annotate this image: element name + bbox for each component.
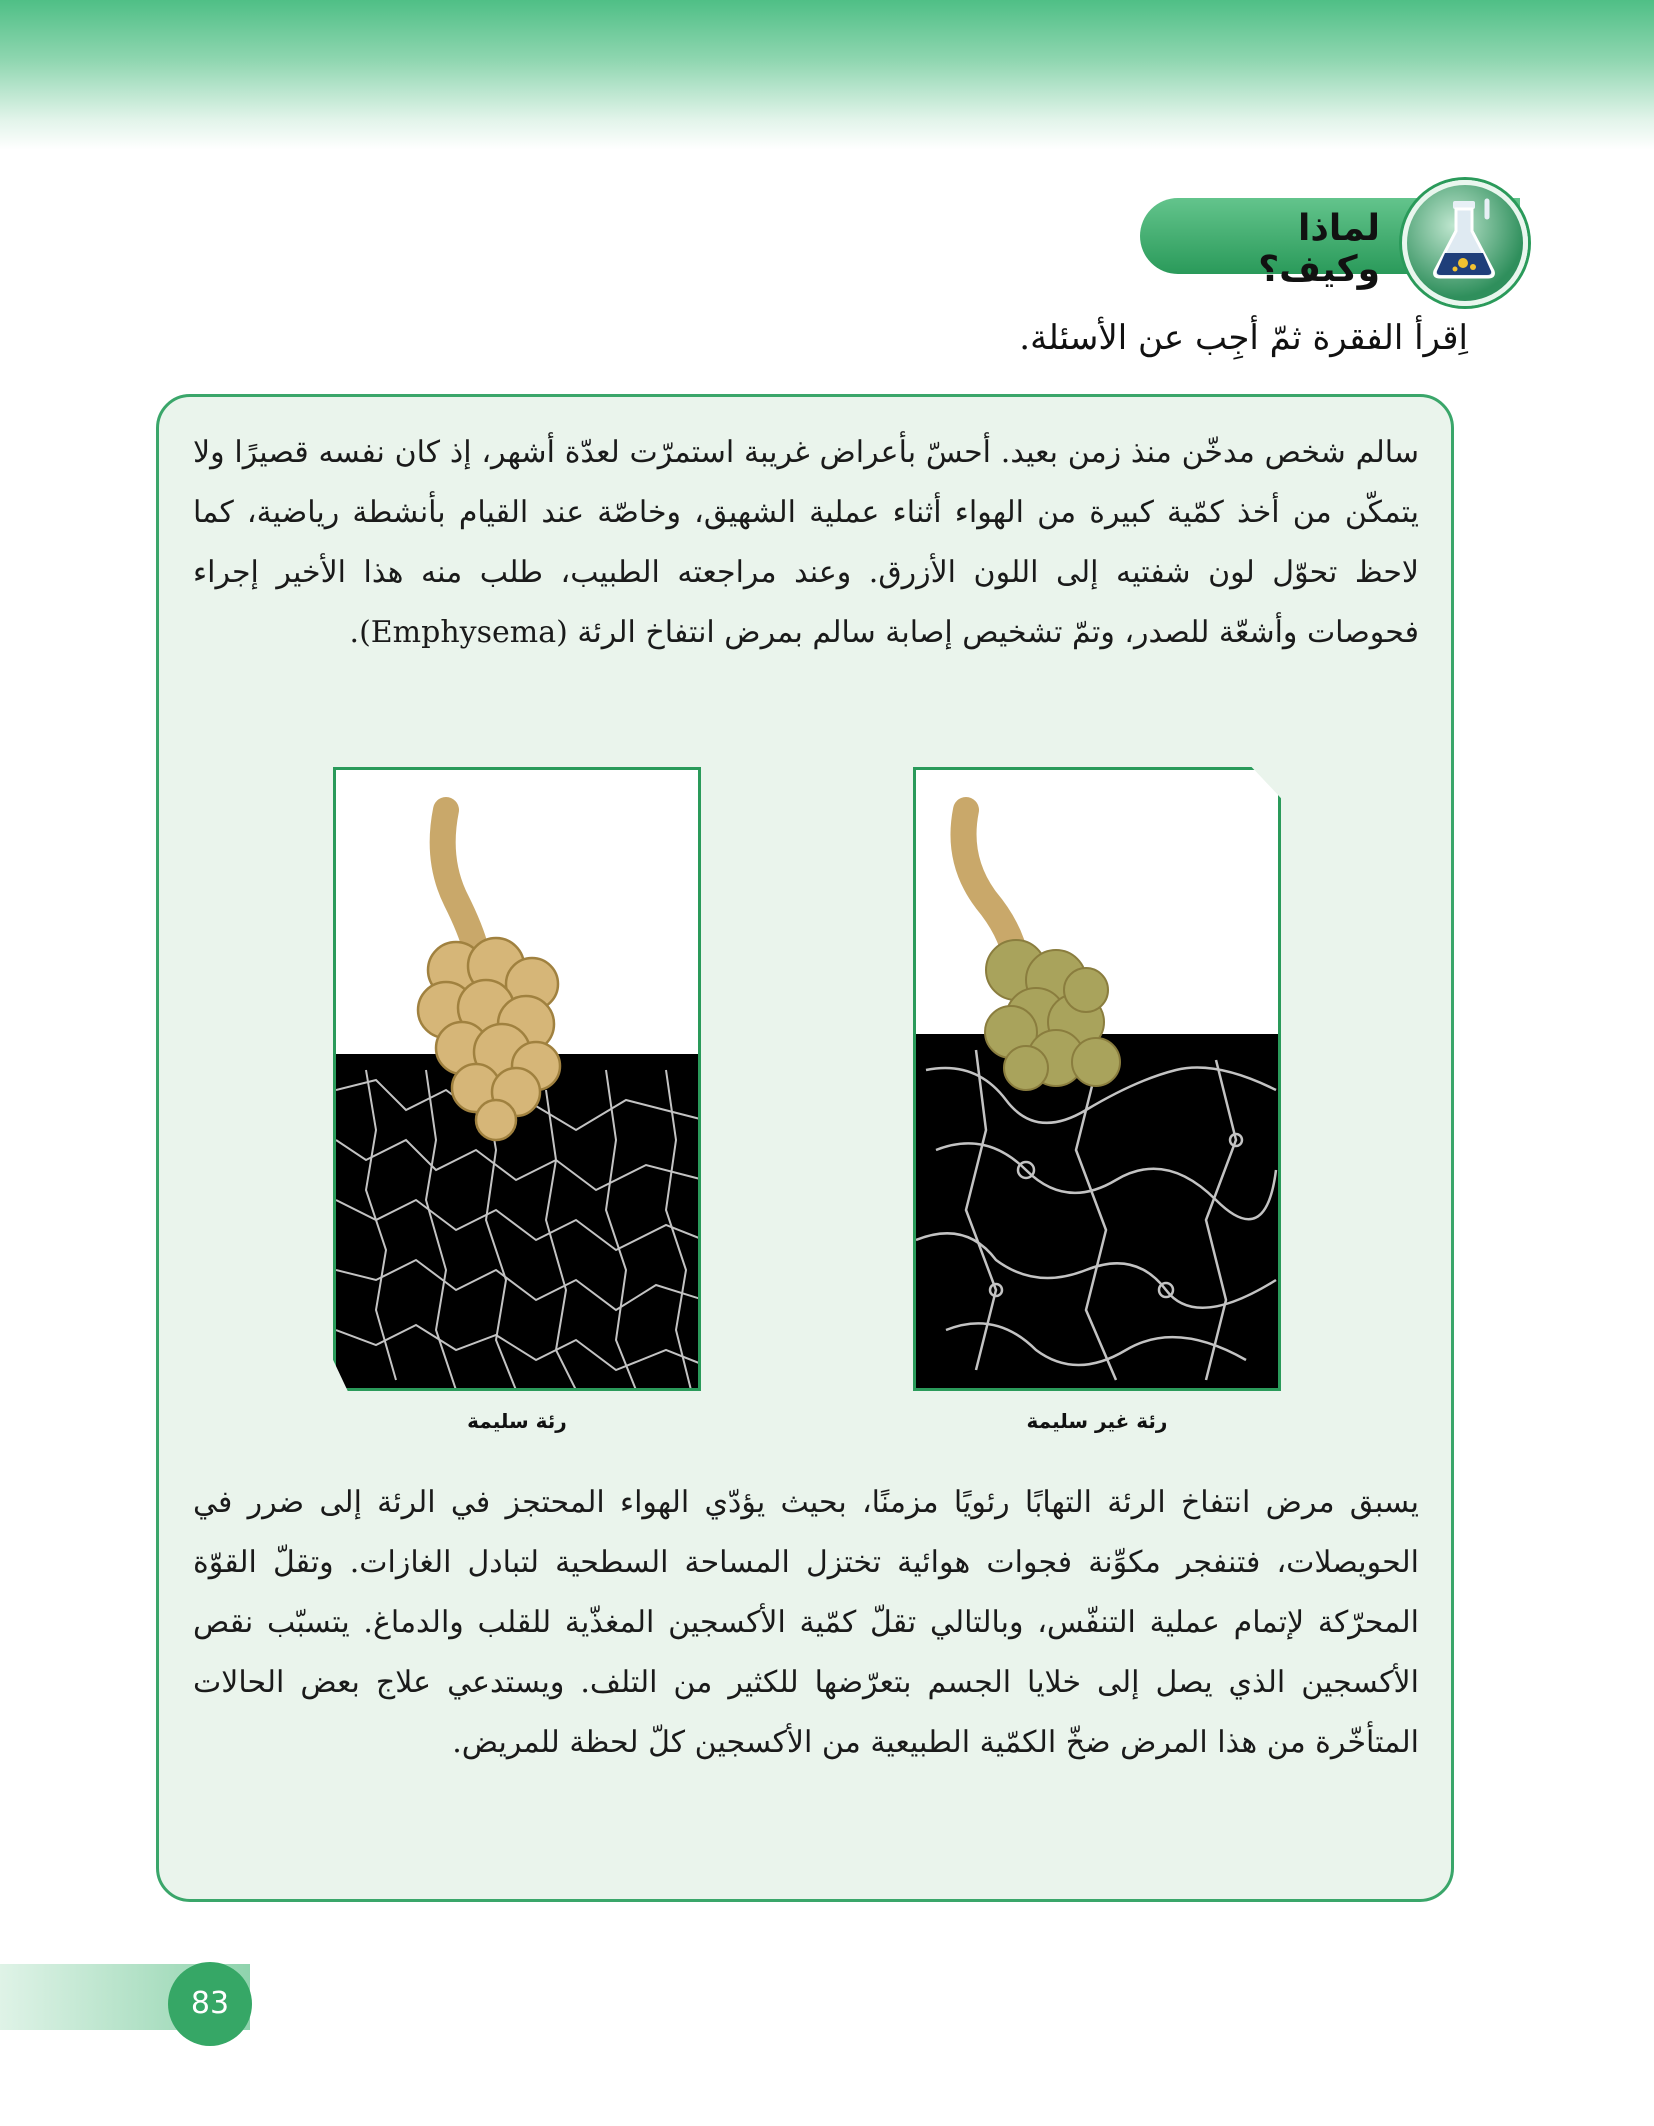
top-header-band [0,0,1654,150]
section-title: لماذا وكيف؟ [1258,208,1380,290]
unhealthy-lung-illustration [916,770,1281,1391]
reading-card [156,394,1454,1902]
flask-icon-graphic [1425,197,1505,283]
caption-unhealthy-lung: رئة غير سليمة [1026,1409,1168,1433]
healthy-lung-illustration [336,770,701,1391]
flask-icon [1402,180,1528,306]
emphysema-term: (Emphysema) [359,615,568,650]
caption-healthy-lung: رئة سليمة [467,1409,567,1433]
instruction-text: اِقرأ الفقرة ثمّ أجِب عن الأسئلة. [1019,318,1468,358]
intro-paragraph-end: . [349,615,360,650]
section-header [1140,196,1540,290]
intro-paragraph [193,423,1419,663]
figure-unhealthy-lung [913,767,1281,1391]
page-number: 83 [168,1962,252,2046]
intro-paragraph-text: سالم شخص مدخّن منذ زمن بعيد. أحسّ بأعراض غريبة استمرّت لعدّة أشهر، إذ كان نفسه قصيرًا ولا يتمكّن من أخذ كمّية كبيرة من الهواء أثناء عملية الشهيق، وخاصّة عند القيام بأنشطة رياضية، كما لاحظ تحوّل لون شفتيه إلى اللون الأزرق. وعند مراجعته الطبيب، طلب منه هذا الأخير إجراء فحوصات وأشعّة للصدر، وتمّ تشخيص إصابة سالم بمرض انتفاخ الرئة [193,435,1419,650]
explanation-paragraph: يسبق مرض انتفاخ الرئة التهابًا رئويًا مزمنًا، بحيث يؤدّي الهواء المحتجز في الرئة إلى ضرر في الحويصلات، فتنفجر مكوِّنة فجوات هوائية تختزل المساحة السطحية لتبادل الغازات. وتقلّ القوّة المحرّكة لإتمام عملية التنفّس، وبالتالي تقلّ كمّية الأكسجين المغذّية للقلب والدماغ. يتسبّب نقص الأكسجين الذي يصل إلى خلايا الجسم بتعرّضها للكثير من التلف. ويستدعي علاج بعض الحالات المتأخّرة من هذا المرض ضخّ الكمّية الطبيعية من الأكسجين كلّ لحظة للمريض. [193,1485,1419,1760]
figure-healthy-lung [333,767,701,1391]
